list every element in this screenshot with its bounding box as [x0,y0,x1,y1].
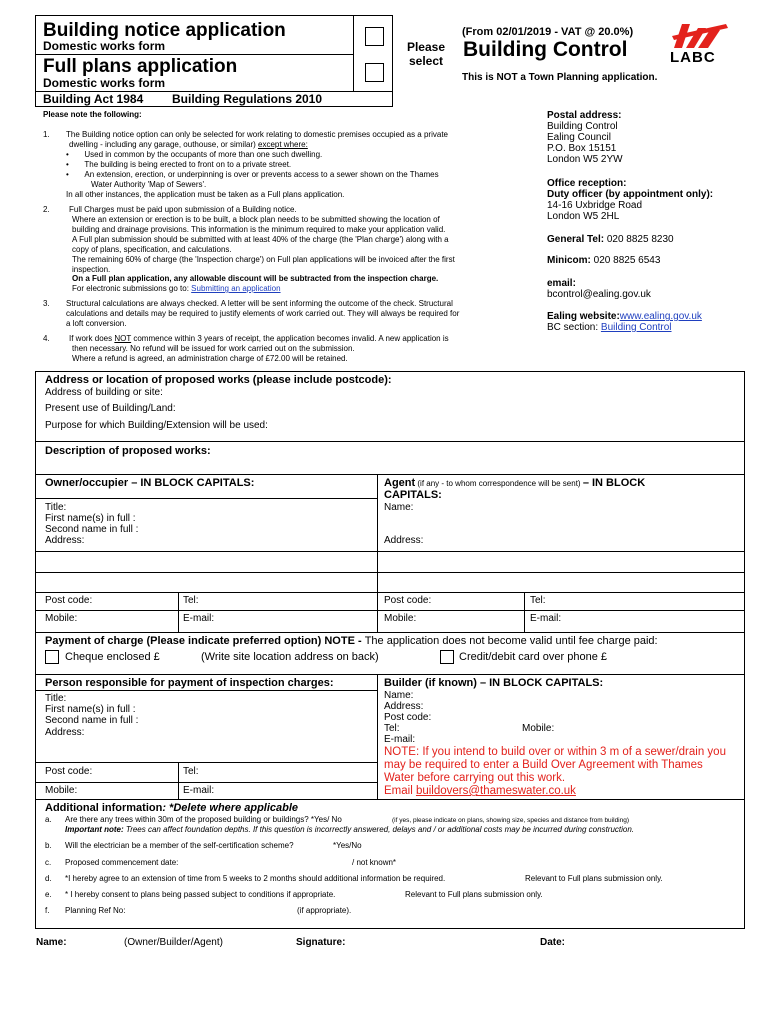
note-4-number: 4. [43,334,50,343]
vat-date-label: (From 02/01/2019 - VAT @ 20.0%) [462,26,634,38]
agent-email-field[interactable]: E-mail: [530,613,562,624]
item-f-text[interactable]: Planning Ref No: [65,906,126,915]
address-building-site[interactable]: Address of building or site: [45,387,163,398]
agent-name-field[interactable]: Name: [384,502,414,513]
note-3-line-3: a loft conversion. [66,319,127,328]
inspection-builder-divider [377,674,378,799]
full-plans-title: Full plans application [43,56,238,77]
item-a-letter: a. [45,815,52,824]
thames-water-note-4: Email buildovers@thameswater.co.uk [384,785,576,797]
inspection-cell-divider [178,762,179,799]
postal-address-label: Postal address: [547,110,622,121]
owner-tel-field[interactable]: Tel: [183,595,199,606]
item-b-letter: b. [45,841,52,850]
not-planning-label: This is NOT a Town Planning application. [462,72,658,83]
note-2-line-2: Where an extension or erection is to be built, a block plan needs to be submitted showing the location of [72,215,440,224]
agent-postcode-field[interactable]: Post code: [384,595,432,606]
cheque-checkbox[interactable] [45,650,59,664]
builder-tel-field[interactable]: Tel: [384,723,400,734]
owner-cell-divider [178,592,179,632]
note-2-line-6: The remaining 60% of charge (the 'Inspection charge') on Full plan applications will be invoiced after the first [72,255,455,264]
minicom: Minicom: 020 8825 6543 [547,255,661,266]
item-c-letter: c. [45,858,52,867]
email-label: email: [547,278,576,289]
reception-line-2: London W5 2HL [547,211,620,222]
builder-postcode-field[interactable]: Post code: [384,712,432,723]
note-1-bullet-3: • An extension, erection, or underpinning is over or prevents access to a sewer shown on the Thames [66,170,439,179]
builder-address-field[interactable]: Address: [384,701,424,712]
thames-water-note-1: NOTE: If you intend to build over or within 3 m of a sewer/drain you [384,746,726,758]
full-plans-subtitle: Domestic works form [43,76,166,90]
inspection-heading: Person responsible for payment of inspection charges: [45,677,334,689]
item-d-relevant: Relevant to Full plans submission only. [525,874,663,883]
item-d-letter: d. [45,874,52,883]
additional-heading: Additional information: *Delete where applicable [45,802,299,814]
item-e-text[interactable]: * I hereby consent to plans being passed subject to conditions if appropriate. [65,890,336,899]
note-1-line-1: The Building notice option can only be selected for work relating to domestic premises occupied as a private [66,130,448,139]
note-1-bullet-3-cont: Water Authority 'Map of Sewers'. [91,180,207,189]
postal-line-2: Ealing Council [547,132,611,143]
item-d-text[interactable]: *I hereby agree to an extension of time from 5 weeks to 2 months should additional information be required. [65,874,446,883]
thames-water-email-link[interactable]: buildovers@thameswater.co.uk [415,785,576,797]
office-reception-label: Office reception: [547,178,627,189]
payment-heading: Payment of charge (Please indicate preferred option) NOTE - The application does not become valid until fee charge paid: [45,635,658,647]
signature-role-label: (Owner/Builder/Agent) [124,937,223,948]
address-heading: Address or location of proposed works (please include postcode): [45,374,392,386]
owner-agent-line-3 [35,592,745,593]
note-2-line-9: For electronic submissions go to: Submitting an application [72,284,281,293]
inspection-bottom-line [35,799,745,800]
inspection-tel-field[interactable]: Tel: [183,766,199,777]
owner-heading: Owner/occupier – IN BLOCK CAPITALS: [45,477,255,489]
note-3-number: 3. [43,299,50,308]
inspection-mobile-field[interactable]: Mobile: [45,785,78,796]
owner-email-field[interactable]: E-mail: [183,613,215,624]
inspection-header-line [35,690,377,691]
builder-name-field[interactable]: Name: [384,690,414,701]
thames-water-note-3: Water before carrying out this work. [384,772,566,784]
notes-heading: Please note the following: [43,110,142,119]
reception-line-1: 14-16 Uxbridge Road [547,200,643,211]
payment-bottom-line [35,674,745,675]
inspection-title-field[interactable]: Title: [45,693,67,704]
owner-agent-line-1 [35,551,745,552]
item-a-text[interactable]: Are there any trees within 30m of the proposed building or buildings? *Yes/ No [65,815,342,824]
agent-address-field[interactable]: Address: [384,535,424,546]
item-c-not-known[interactable]: / not known* [352,858,397,867]
note-2-line-4: A Full plan submission should be submitted with at least 40% of the charge (the 'Plan charge') along with a [72,235,449,244]
please-select-label: Please select [406,40,446,68]
postal-line-4: London W5 2YW [547,154,623,165]
note-3-line-1: Structural calculations are always checked. A letter will be sent informing the outcome of the check. Structural [66,299,453,308]
owner-mobile-field[interactable]: Mobile: [45,613,78,624]
owner-second-name-field[interactable]: Second name in full : [45,524,139,535]
note-2-line-7: inspection. [72,265,111,274]
cheque-label: Cheque enclosed £ [65,651,160,663]
write-site-label: (Write site location address on back) [201,651,379,663]
owner-address-field[interactable]: Address: [45,535,85,546]
submitting-application-link[interactable]: Submitting an application [191,284,281,293]
item-f-if-appropriate: (if appropriate). [297,906,352,915]
building-control-title: Building Control [463,38,628,61]
owner-agent-line-4 [35,610,745,611]
full-plans-checkbox[interactable] [365,63,384,82]
note-1-bullet-1: • Used in common by the occupants of more than one such dwelling. [66,150,323,159]
note-1-line-2: dwelling - including any garage, outhouse, or similar) except where: [69,140,308,149]
address-bottom-line [35,441,745,442]
note-1-number: 1. [43,130,50,139]
item-a-small: (if yes, please indicate on plans, showing size, species and distance from building) [392,817,630,824]
item-a-note: Important note: Trees can affect foundation depths. If this question is incorrectly answered, delays and / or additional costs may be incurred during construction. [65,825,635,834]
thames-water-note-2: may be required to enter a Build Over Agreement with Thames [384,759,703,771]
agent-tel-field[interactable]: Tel: [530,595,546,606]
card-label: Credit/debit card over phone £ [459,651,607,663]
inspection-second-name-field[interactable]: Second name in full : [45,715,139,726]
builder-email-field[interactable]: E-mail: [384,734,416,745]
item-b-yes-no[interactable]: *Yes/No [333,841,362,850]
inspection-first-name-field[interactable]: First name(s) in full : [45,704,136,715]
note-4-line-3: Where a refund is agreed, an administration charge of £72.00 will be retained. [72,354,348,363]
checkbox-column-divider [353,15,354,91]
note-2-line-3: building and drainage provisions. This information is the minimum required to make your application valid. [72,225,446,234]
note-3-line-2: calculations and details may be required to justify elements of work carried out. They will always be required for [66,309,460,318]
inspection-email-field[interactable]: E-mail: [183,785,215,796]
item-e-letter: e. [45,890,52,899]
inspection-postcode-field[interactable]: Post code: [45,766,93,777]
purpose-field[interactable]: Purpose for which Building/Extension will be used: [45,420,268,431]
inspection-line-2 [35,782,377,783]
note-2-line-5: copy of plans, specification, and calculations. [72,245,232,254]
owner-postcode-field[interactable]: Post code: [45,595,93,606]
description-bottom-line [35,474,745,475]
signature-date-label[interactable]: Date: [540,937,566,948]
owner-agent-divider [377,474,378,632]
building-notice-subtitle: Domestic works form [43,39,166,53]
general-tel: General Tel: 020 8825 8230 [547,234,674,245]
item-b-text: Will the electrician be a member of the self-certification scheme? [65,841,294,850]
agent-mobile-field[interactable]: Mobile: [384,613,417,624]
signature-label[interactable]: Signature: [296,937,346,948]
note-1-bullet-2: • The building is being erected to front on to a private street. [66,160,292,169]
note-1-end: In all other instances, the application must be taken as a Full plans application. [66,190,345,199]
note-2-line-8: On a Full plan application, any allowable discount will be subtracted from the inspection charge. [72,274,439,283]
header-divider [35,54,353,55]
note-2-number: 2. [43,205,50,214]
owner-title-field[interactable]: Title: [45,502,67,513]
ealing-website: Ealing website:www.ealing.gov.uk [547,311,702,322]
building-notice-title: Building notice application [43,20,286,41]
postal-line-1: Building Control [547,121,618,132]
signature-name-label[interactable]: Name: [36,937,67,948]
agent-heading-cont: CAPITALS: [384,489,442,501]
labc-logo-mark [668,22,732,50]
present-use-field[interactable]: Present use of Building/Land: [45,403,176,414]
note-4-line-1: If work does NOT commence within 3 years of receipt, the application becomes invalid. A new application is [69,334,449,343]
ealing-website-link[interactable]: www.ealing.gov.uk [619,311,702,322]
agent-cell-divider [524,592,525,632]
email-value: bcontrol@ealing.gov.uk [547,289,651,300]
labc-logo [668,22,732,68]
owner-header-line [35,498,377,499]
inspection-line-1 [35,762,377,763]
agent-heading: Agent (if any - to whom correspondence will be sent) – IN BLOCK [384,477,646,489]
building-control-link[interactable]: Building Control [600,322,672,333]
bc-section: BC section: Building Control [547,322,672,333]
description-heading: Description of proposed works: [45,445,211,457]
item-e-relevant: Relevant to Full plans submission only. [405,890,543,899]
postal-line-3: P.O. Box 15151 [547,143,617,154]
note-2-line-1: Full Charges must be paid upon submission of a Building notice. [69,205,297,214]
note-4-line-2: then necessary. No refund will be issued for work carried out on the submission. [72,344,355,353]
item-f-letter: f. [45,906,50,915]
card-checkbox[interactable] [440,650,454,664]
builder-mobile-field[interactable]: Mobile: [522,723,555,734]
builder-heading: Builder (if known) – IN BLOCK CAPITALS: [384,677,604,689]
owner-agent-line-5 [35,632,745,633]
labc-logo-text: LABC [670,49,716,66]
inspection-address-field[interactable]: Address: [45,727,85,738]
building-notice-checkbox[interactable] [365,27,384,46]
owner-first-name-field[interactable]: First name(s) in full : [45,513,136,524]
building-act-label: Building Act 1984 [43,92,144,106]
building-regs-label: Building Regulations 2010 [172,92,323,106]
duty-officer-label: Duty officer (by appointment only): [547,189,714,200]
item-c-text[interactable]: Proposed commencement date: [65,858,179,867]
owner-agent-line-2 [35,572,745,573]
